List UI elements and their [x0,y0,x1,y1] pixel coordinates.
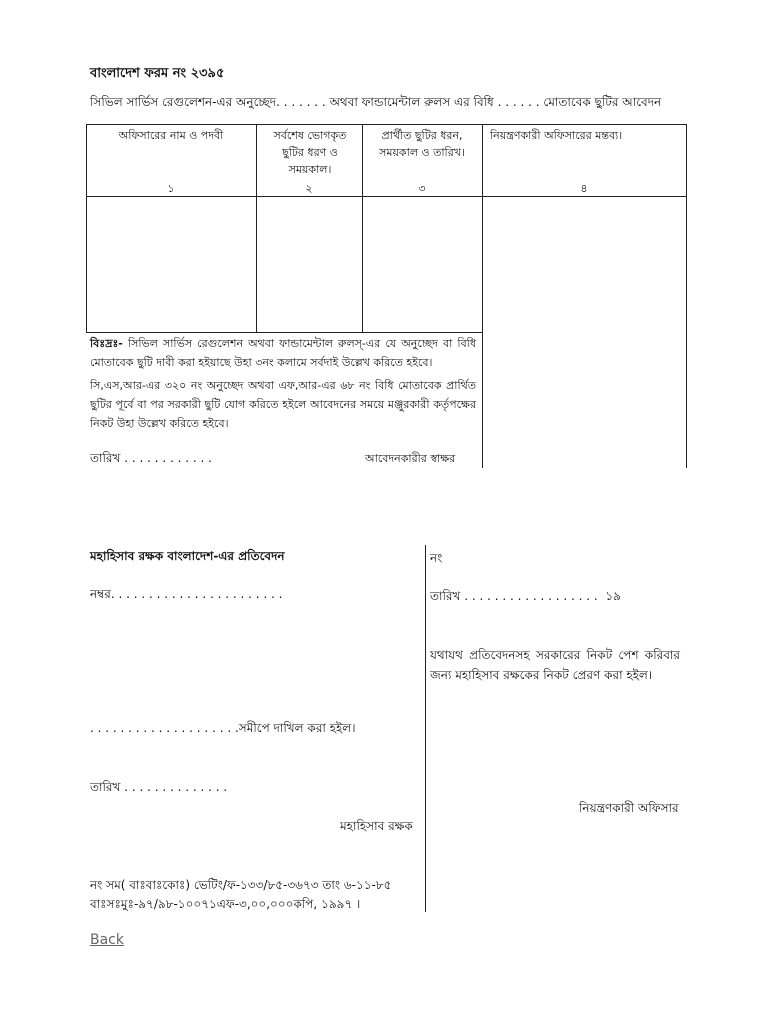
report-submitted-line: . . . . . . . . . . . . . . . . . . . .সমীপে দাখিল করা হইল। [90,721,356,735]
instruction-note-1 [90,334,476,372]
column-number-4: ৪ [580,182,588,195]
column-number-3: ৩ [418,182,426,195]
report-signatory: মহাহিসাব রক্ষক [340,819,413,833]
form-subtitle: সিভিল সার্ভিস রেগুলেশন-এর অনুচ্ছেদ. . . . . . . অথবা ফান্ডামেন্টাল রুলস এর বিধি . . . . . . মোতাবেক ছুটির আবেদন [90,95,662,109]
note-text-1: সিভিল সার্ভিস রেগুলেশন অথবা ফান্ডামেন্টাল রুলস্-এর যে অনুচ্ছেদ বা বিধি মোতাবেক ছুটি দাবী করা হইয়াছে উহা ৩নং কলামে সর্বদাই উল্লেখ করিতে হইবে। [90,337,476,369]
forwarding-text: যথাযথ প্রতিবেদনসহ সরকারের নিকট পেশ করিবার জন্য মহাহিসাব রক্ষকের নিকট প্রেরণ করা হইল। [430,648,680,682]
instruction-note-2: সি,এস,আর-এর ৩২০ নং অনুচ্ছেদ অথবা এফ,আর-এর ৬৮ নং বিধি মোতাবেক প্রার্থিত ছুটির পূর্বে বা পর সরকারী ছুটি যোগ করিতে হইলে আবেদনের সময়ে মঞ্জুরকারী কর্তৃপক্ষের নিকট উহা উল্লেখ করিতে হইবে। [90,379,476,430]
right-date-label: তারিখ . . . . . . . . . . . . . . . . . . [430,589,598,603]
footer-reference-line: নং সম( বাঃবাঃকোঃ) ভেটিং/ফ-১৩৩/৮৫-৩৬৭৩ তাং ৬-১১-৮৫ [90,878,392,892]
column-divider-3 [482,124,483,468]
table-left-border [86,124,87,332]
column-header-controller-remark: নিয়ন্ত্রণকারী অফিসারের মন্তব্য। [490,129,623,142]
controller-signatory: নিয়ন্ত্রণকারী অফিসার [579,801,679,815]
right-number-label: নং [430,551,443,565]
report-title: মহাহিসাব রক্ষক বাংলাদেশ-এর প্রতিবেদন [90,549,285,563]
applicant-signature-label: আবেদনকারীর স্বাক্ষর [365,452,456,465]
note-label: বিঃদ্রঃ- [90,337,123,350]
table-body-divider [86,332,482,333]
column-divider-1 [256,124,257,332]
column-number-2: ২ [305,182,313,195]
footer-print-line: বাঃসঃমুঃ-৯৭/৯৮-১০০৭১এফ-৩,০০,০০০কপি, ১৯৯৭ । [90,897,361,911]
table-right-border [686,124,687,468]
right-date-year: ১৯ [605,589,621,603]
column-number-1: ১ [167,182,175,195]
report-date-field: তারিখ . . . . . . . . . . . . . . [90,780,228,794]
right-date-field [430,588,621,608]
column-header-officer: অফিসারের নাম ও পদবী [118,129,224,142]
column-header-last-leave: সর্বশেষ ভোগকৃত ছুটির ধরণ ও সময়কাল। [273,129,347,176]
back-link[interactable]: Back [90,932,124,948]
section-divider [425,545,426,912]
table-top-border [86,124,686,125]
application-date-field: তারিখ . . . . . . . . . . . . [90,451,212,465]
form-title: বাংলাদেশ ফরম নং ২৩৯৫ [90,66,225,81]
report-number-field: নম্বর. . . . . . . . . . . . . . . . . . . . . . . [90,587,283,601]
column-divider-2 [362,124,363,332]
column-header-requested-leave: প্রার্থীত ছুটির ধরন, সময়কাল ও তারিখ। [379,129,465,159]
